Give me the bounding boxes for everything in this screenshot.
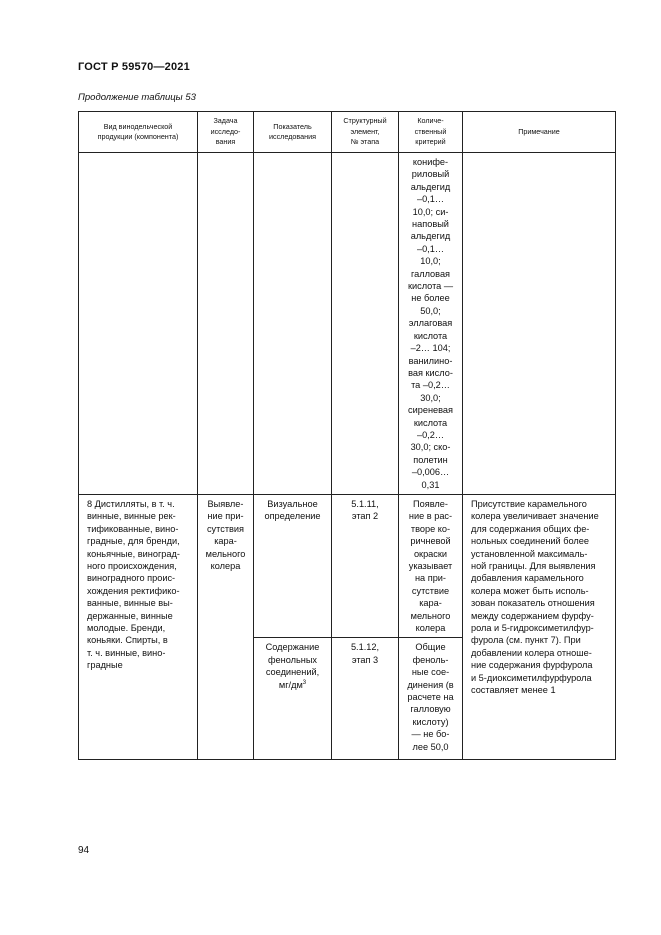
product-text: 8 Дистилляты, в т. ч. винные, винные рек- тификованные, вино- градные, для бренди, коньячные, виноград- ного происхождения, виноградного проис- хождения ректифико- ванные, винные вы- держанные, винные молодые. Бренди, коньяки. Спирты, в т. ч. винные, вино- градные <box>87 498 180 671</box>
note-text: Присутствие карамельного колера увеличивает значение для содержания общих фе- нольных соединений более установленной максималь- ной границы. Для выявления добавления карамельного колера может быть исполь- зован показатель отношения между содержанием фурфу- рола и 5-гидроксиметилфур- фурола (см. пункт 7). При добавлении колера отноше- ние содержания фурфурола и 5-диоксиметилфурфурола составляет менее 1 <box>471 498 599 696</box>
document-title: ГОСТ Р 59570—2021 <box>78 61 190 73</box>
header-element: Структурный элемент, № этапа <box>332 112 399 153</box>
header-indicator: Показатель исследования <box>254 112 332 153</box>
cell-indicator-2 <box>254 638 332 760</box>
indicator-2-text <box>254 638 331 694</box>
cell-criterion-1 <box>399 494 463 637</box>
cell-task <box>198 494 254 759</box>
criterion-1-text: Появле- ние в рас- творе ко- ричневой окраски указывает на при- сутствие кара- мельного колера <box>408 498 453 634</box>
cell-criterion-continued <box>399 153 463 495</box>
table-row <box>79 153 616 495</box>
cell-empty <box>198 153 254 495</box>
element-2-text: 5.1.12, этап 3 <box>350 642 380 665</box>
cell-criterion-2 <box>399 638 463 760</box>
cell-product <box>79 494 198 759</box>
table-row <box>79 494 616 637</box>
task-text: Выявле- ние при- сутствия кара- мельного колера <box>205 498 246 571</box>
criterion-continued-text: конифе- риловый альдегид –0,1… 10,0; си- наповый альдегид –0,1… 10,0; галловая кислота — не более 50,0; эллаговая кислота –2… 104; ванилино- вая кисло- та –0,2… 30,0; сиреневая кислота –0,2… 30,0; ско- полетин –0,006… 0,31 <box>407 157 454 490</box>
cell-element-2 <box>332 638 399 760</box>
cell-empty <box>254 153 332 495</box>
cell-empty <box>79 153 198 495</box>
table-caption: Продолжение таблицы 53 <box>78 92 196 103</box>
criterion-2-text: Общие феноль- ные сое- динения (в расчете на галловую кислоту) — не бо- лее 50,0 <box>407 642 454 752</box>
cell-empty <box>332 153 399 495</box>
cell-empty <box>463 153 616 495</box>
cell-element-1 <box>332 494 399 637</box>
page-number: 94 <box>78 845 90 856</box>
cell-note <box>463 494 616 759</box>
header-product: Вид винодельческой продукции (компонента) <box>79 112 198 153</box>
header-note: Примечание <box>463 112 616 153</box>
indicator-2-sup: 3 <box>302 679 307 686</box>
indicator-1-text: Визуальное определение <box>264 498 321 522</box>
data-table <box>78 111 616 760</box>
table-header-row <box>79 112 616 153</box>
cell-indicator-1 <box>254 494 332 637</box>
header-criterion: Количе- ственный критерий <box>399 112 463 153</box>
element-1-text: 5.1.11, этап 2 <box>351 498 379 522</box>
header-task: Задача исследо- вания <box>198 112 254 153</box>
indicator-2-main: Содержание фенольных соединений, мг/дм <box>265 642 320 690</box>
